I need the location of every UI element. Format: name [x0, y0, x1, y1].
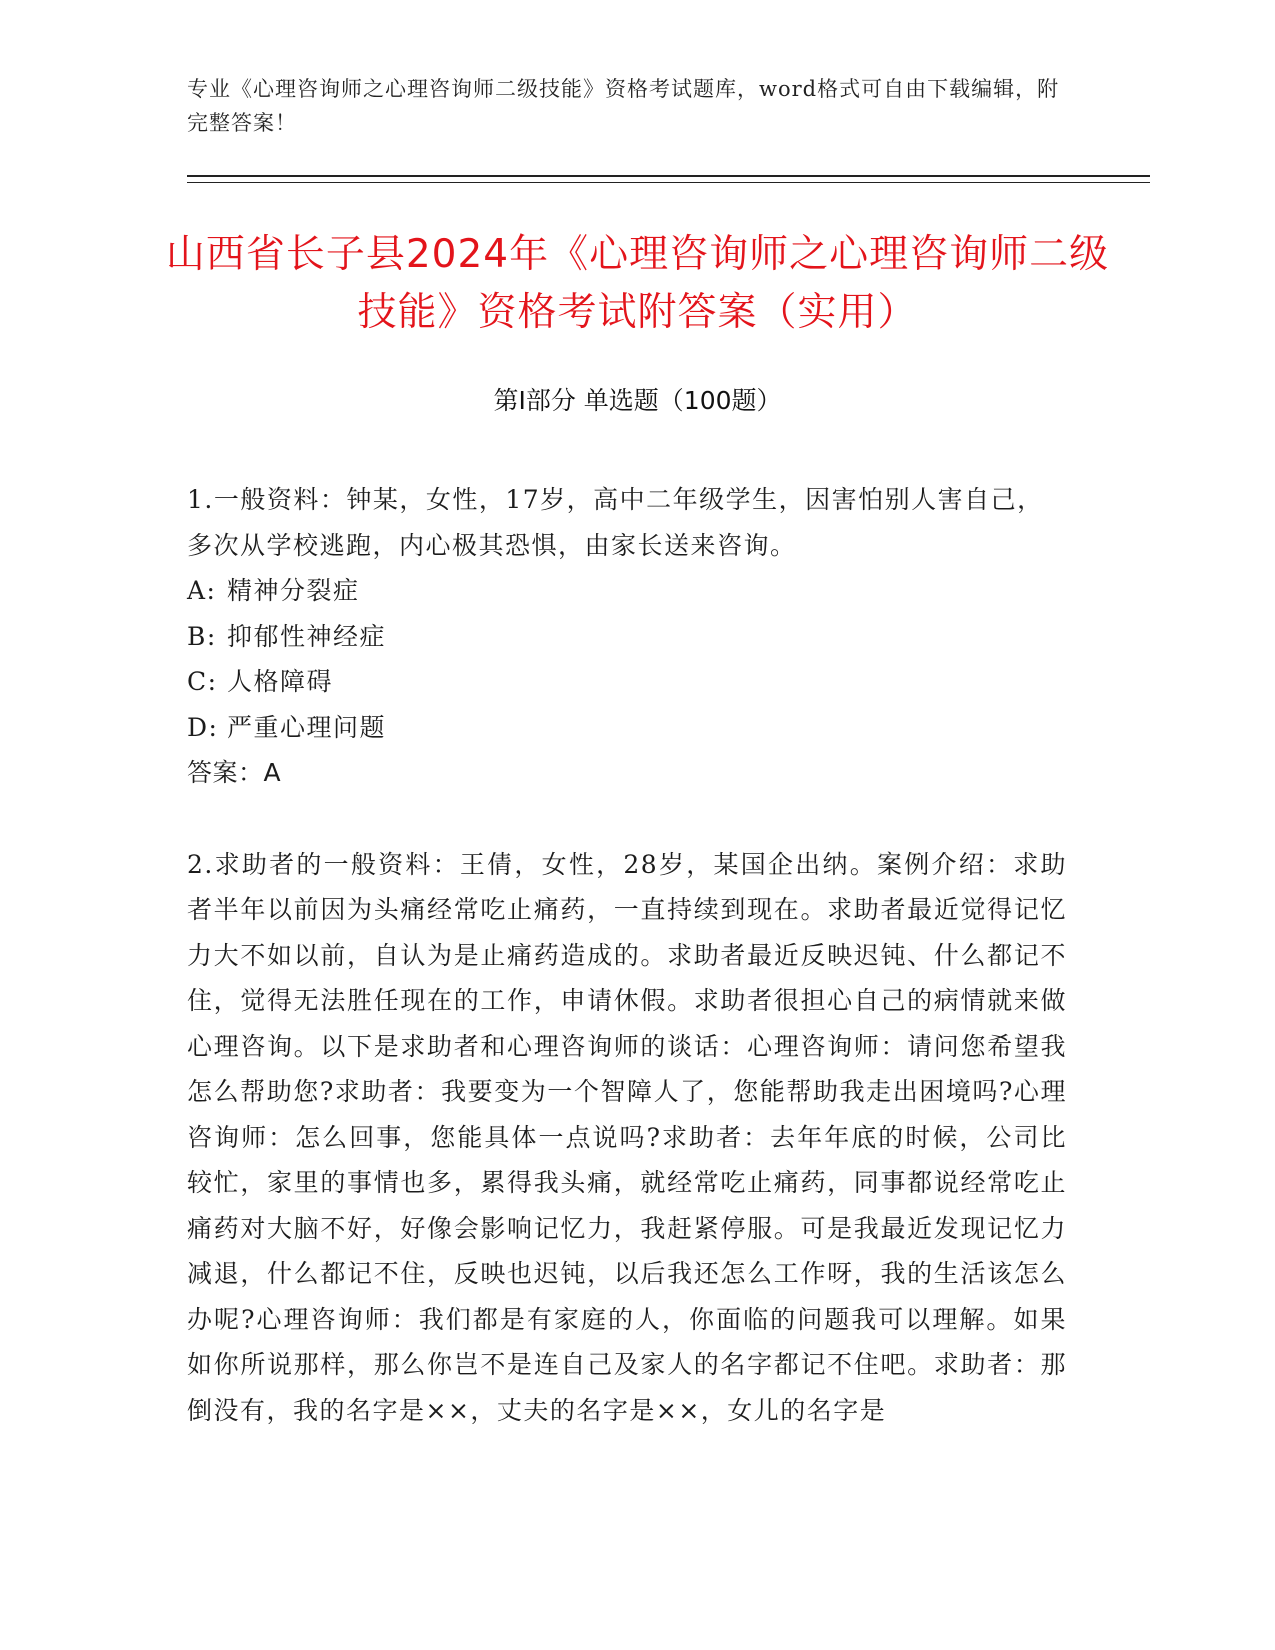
document-title: 山西省长子县2024年《心理咨询师之心理咨询师二级技能》资格考试附答案（实用） [165, 232, 1110, 335]
option-text: 精神分裂症 [227, 576, 360, 605]
question-1-option-b [187, 614, 1067, 660]
header-rule-bottom [187, 182, 1150, 183]
question-1-option-a [187, 568, 1067, 614]
option-letter: B: [187, 621, 217, 651]
question-2-stem: 2.求助者的一般资料：王倩，女性，28岁，某国企出纳。案例介绍：求助者半年以前因为头痛经常吃止痛药，一直持续到现在。求助者最近觉得记忆力大不如以前，自认为是止痛药造成的。求助者最近反映迟钝、什么都记不住，觉得无法胜任现在的工作，申请休假。求助者很担心自己的病情就来做心理咨询。以下是求助者和心理咨询师的谈话：心理咨询师：请问您希望我怎么帮助您?求助者：我要变为一个智障人了，您能帮助我走出困境吗?心理咨询师：怎么回事，您能具体一点说吗?求助者：去年年底的时候，公司比较忙，家里的事情也多，累得我头痛，就经常吃止痛药，同事都说经常吃止痛药对大脑不好，好像会影响记忆力，我赶紧停服。可是我最近发现记忆力减退，什么都记不住，反映也迟钝，以后我还怎么工作呀，我的生活该怎么办呢?心理咨询师：我们都是有家庭的人，你面临的问题我可以理解。如果如你所说那样，那么你岂不是连自己及家人的名字都记不住吧。求助者：那倒没有，我的名字是××，丈夫的名字是××，女儿的名字是 [187, 849, 1067, 1425]
option-text: 人格障碍 [227, 667, 334, 696]
option-letter: C: [187, 667, 218, 696]
header-note: 专业《心理咨询师之心理咨询师二级技能》资格考试题库，word格式可自由下载编辑，附完整答案！ [187, 77, 1060, 135]
option-letter: D: [187, 712, 219, 742]
questions-content [187, 477, 1067, 1433]
question-1-option-d [187, 705, 1067, 751]
section-heading: 第Ⅰ部分 单选题（100题） [493, 386, 782, 415]
question-2 [187, 842, 1067, 1434]
question-1-stem: 1.一般资料：钟某，女性，17岁，高中二年级学生，因害怕别人害自己，多次从学校逃跑，内心极其恐惧，由家长送来咨询。 [187, 485, 1044, 560]
question-1 [187, 477, 1067, 796]
question-1-answer: 答案：A [187, 758, 282, 787]
option-letter: A: [187, 576, 217, 605]
header-rule-top [187, 175, 1150, 177]
option-text: 抑郁性神经症 [227, 621, 387, 651]
option-text: 严重心理问题 [227, 712, 387, 742]
question-1-option-c [187, 659, 1067, 705]
